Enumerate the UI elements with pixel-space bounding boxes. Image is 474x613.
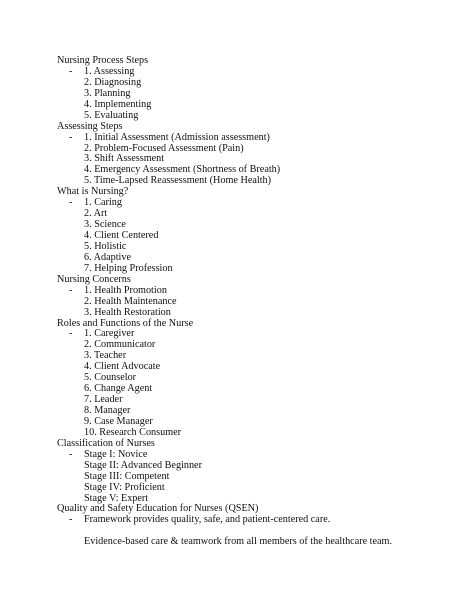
dash-bullet: - <box>69 328 73 340</box>
list-item: 4. Implementing <box>84 98 152 110</box>
document-body <box>57 56 457 548</box>
list-item: - Stage I: Novice <box>69 448 148 460</box>
dash-bullet: - <box>69 448 73 460</box>
list-item: 5. Time-Lapsed Reassessment (Home Health) <box>84 175 272 187</box>
list-item: Stage V: Expert <box>84 492 149 504</box>
section-heading-roles-and-functions: Roles and Functions of the Nurse <box>57 317 194 329</box>
list-item: 5. Evaluating <box>84 109 139 121</box>
section-heading-qsen: Quality and Safety Education for Nurses (QSEN) <box>57 503 259 515</box>
dash-bullet: - <box>69 197 73 209</box>
list-item: - 1. Assessing <box>69 65 135 77</box>
list-item: Stage II: Advanced Beginner <box>84 459 202 471</box>
dash-bullet: - <box>69 514 73 526</box>
list-item: - 1. Initial Assessment (Admission assessment) <box>69 131 270 143</box>
list-item: 5. Counselor <box>84 372 137 384</box>
dash-bullet: - <box>69 284 73 296</box>
section-heading-what-is-nursing: What is Nursing? <box>57 186 129 198</box>
list-item: - Framework provides quality, safe, and patient-centered care. <box>69 514 331 526</box>
list-item: Stage IV: Proficient <box>84 481 165 493</box>
list-item: 3. Health Restoration <box>84 306 171 318</box>
list-item: 3. Science <box>84 219 126 231</box>
list-item: 2. Art <box>84 208 108 220</box>
dash-bullet: - <box>69 131 73 143</box>
list-item: 6. Change Agent <box>84 383 153 395</box>
list-item: 8. Manager <box>84 405 131 416</box>
list-item: 2. Problem-Focused Assessment (Pain) <box>84 142 244 154</box>
list-item: 10. Research Consumer <box>84 426 182 438</box>
list-item: 9. Case Manager <box>84 415 153 427</box>
list-item: 2. Diagnosing <box>84 76 142 88</box>
note-paragraph: Evidence-based care & teamwork from all members of the healthcare team. <box>84 536 393 548</box>
list-item: 7. Helping Profession <box>84 262 173 274</box>
list-item: 3. Teacher <box>84 350 127 362</box>
list-item: 4. Client Centered <box>84 230 159 241</box>
list-item: 6. Adaptive <box>84 251 131 263</box>
list-item: 3. Shift Assessment <box>84 153 165 165</box>
list-item: 4. Client Advocate <box>84 361 161 373</box>
list-item: 7. Leader <box>84 394 123 406</box>
list-item: 2. Communicator <box>84 339 156 351</box>
list-item: - 1. Caregiver <box>69 328 135 340</box>
section-heading-nursing-process-steps: Nursing Process Steps <box>57 55 149 66</box>
list-item: 4. Emergency Assessment (Shortness of Breath) <box>84 164 281 176</box>
list-item: 5. Holistic <box>84 240 127 252</box>
section-heading-classification-of-nurses: Classification of Nurses <box>57 437 155 449</box>
dash-bullet: - <box>69 65 73 77</box>
section-heading-nursing-concerns: Nursing Concerns <box>57 273 131 285</box>
list-item: Stage III: Competent <box>84 470 170 482</box>
list-item: 2. Health Maintenance <box>84 295 177 307</box>
section-heading-assessing-steps: Assessing Steps <box>57 120 123 132</box>
list-item: - 1. Health Promotion <box>69 284 167 296</box>
list-item: 3. Planning <box>84 87 131 99</box>
list-item: - 1. Caring <box>69 197 122 209</box>
